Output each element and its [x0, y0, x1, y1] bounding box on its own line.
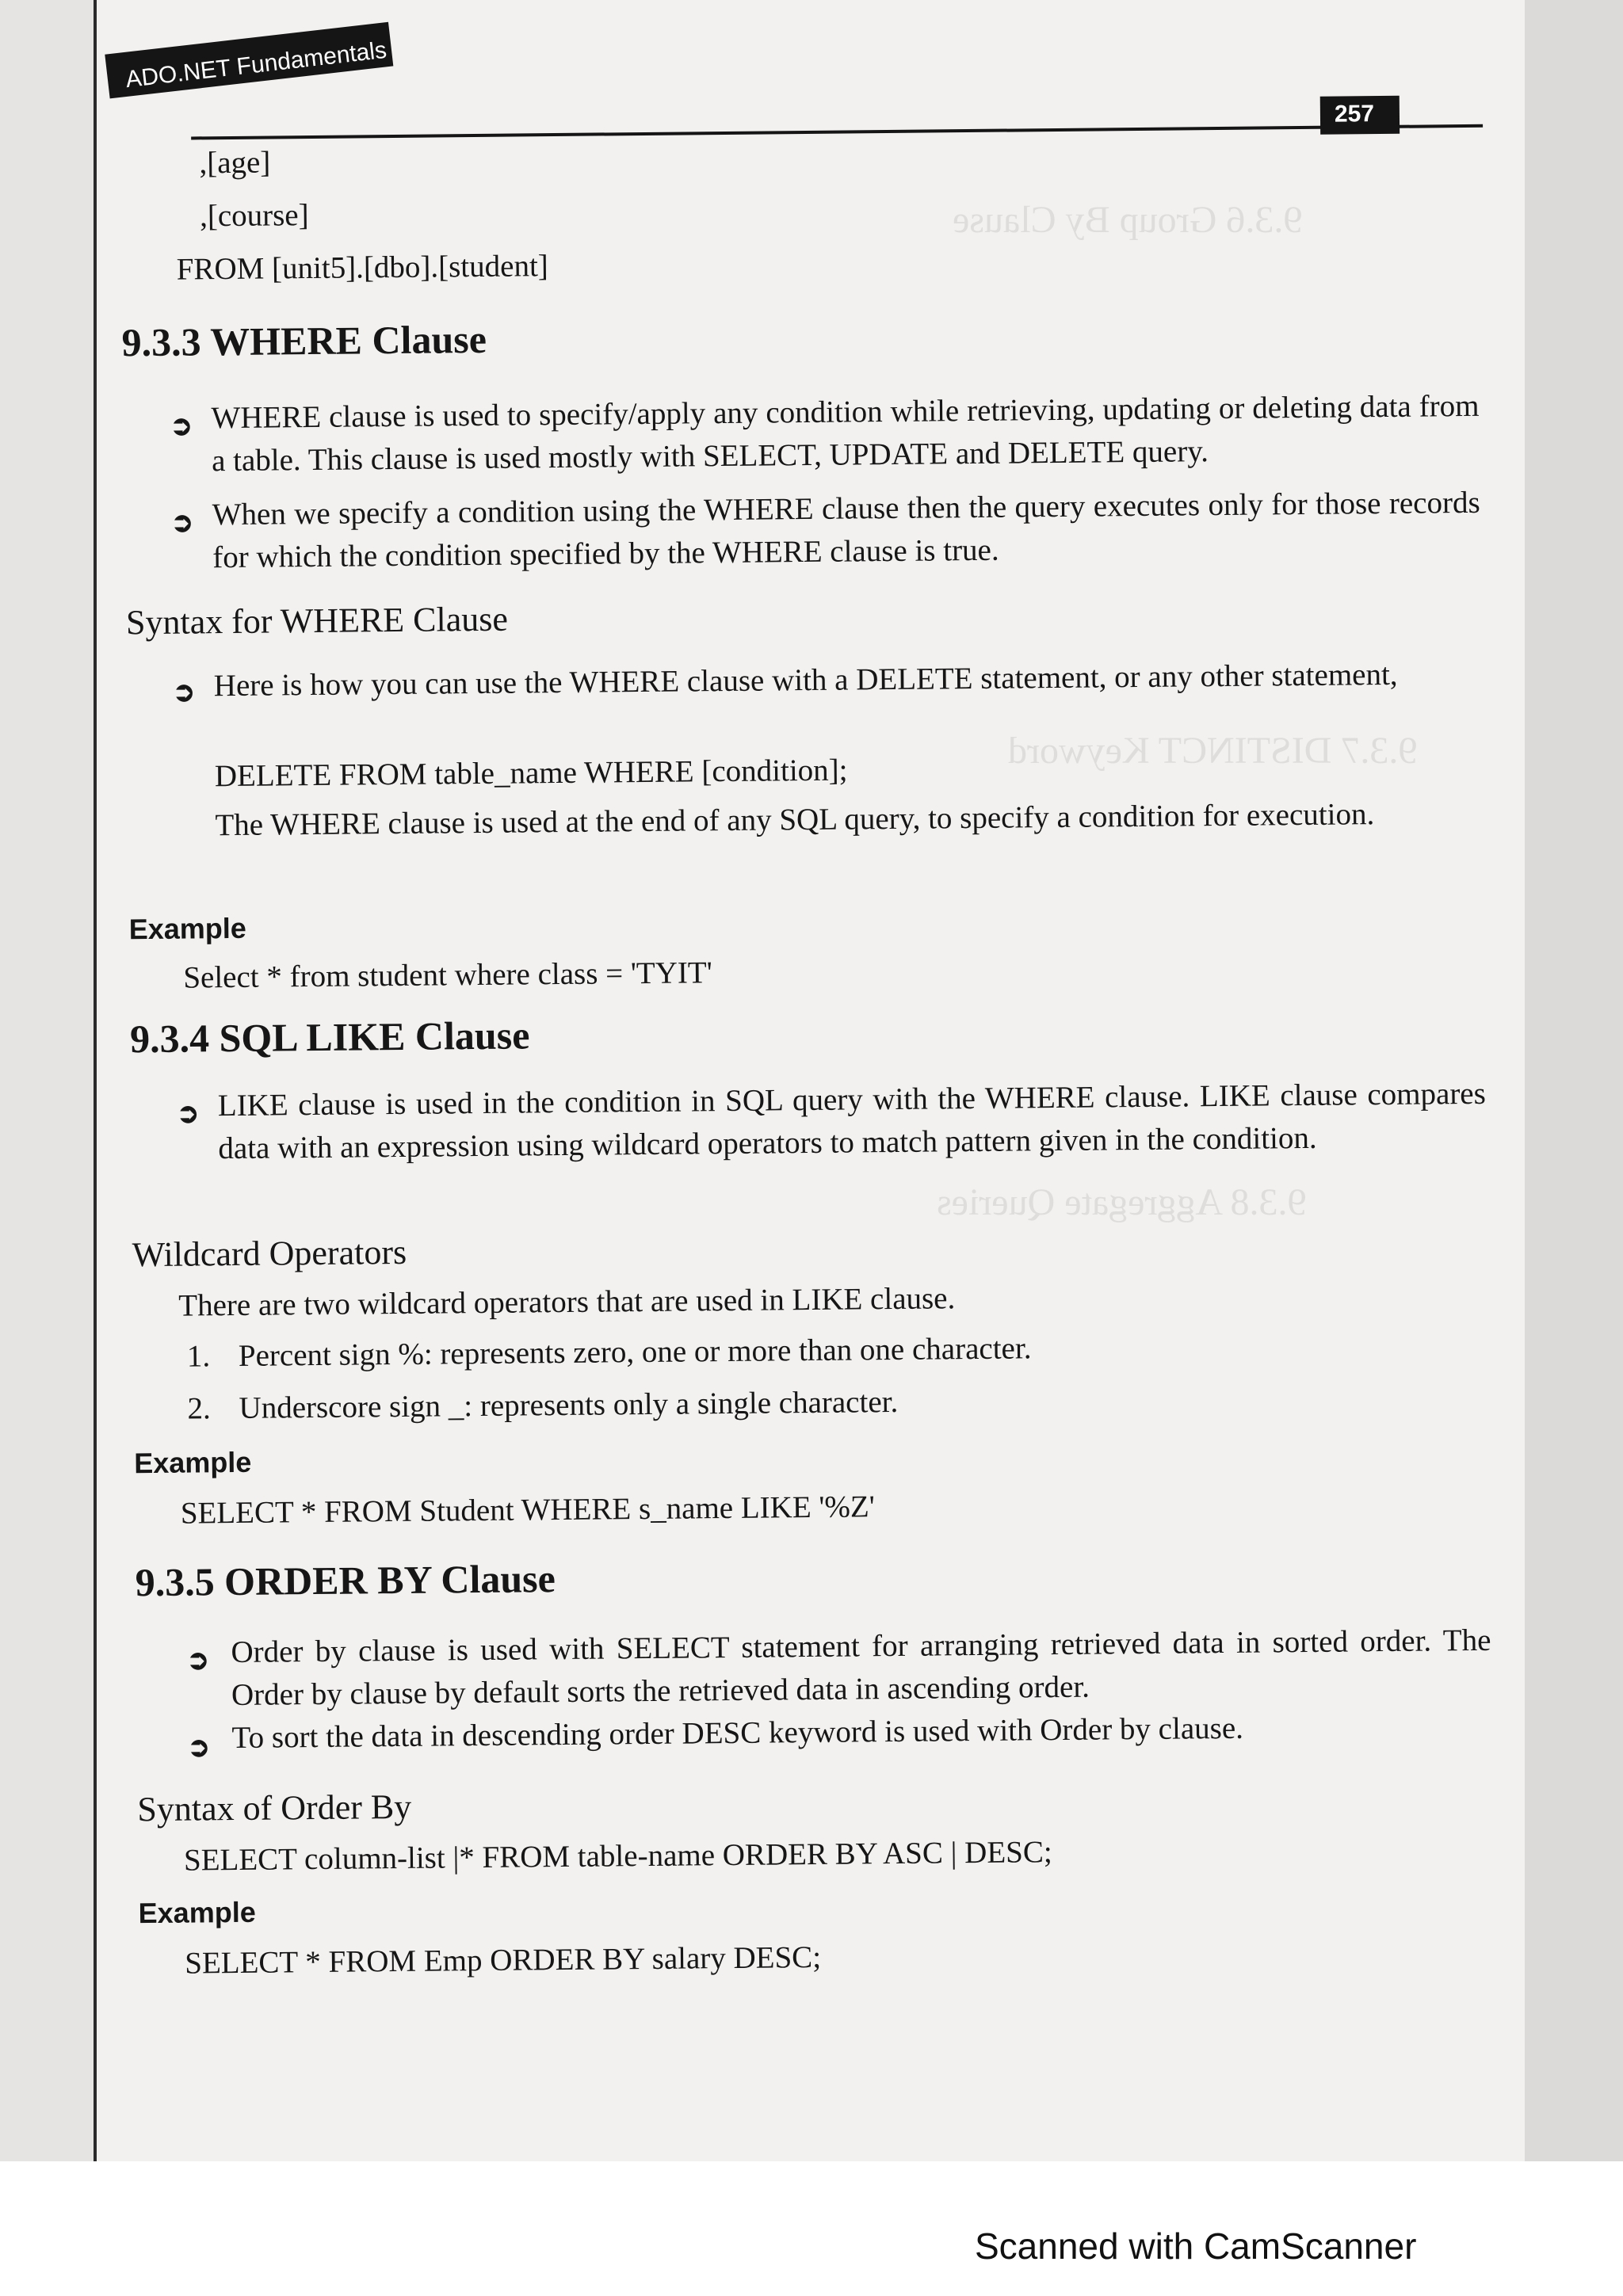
- running-header-title: ADO.NET Fundamentals: [124, 36, 388, 93]
- wildcard-item-text: Percent sign %: represents zero, one or more than one character.: [238, 1331, 1032, 1373]
- wildcard-heading: Wildcard Operators: [132, 1232, 407, 1275]
- arrow-bullet-icon: ➲: [176, 1099, 200, 1129]
- wildcard-item-text: Underscore sign _: represents only a single character.: [239, 1384, 899, 1425]
- scan-background-right: [1525, 0, 1623, 2161]
- code-line: ,[age]: [199, 145, 271, 181]
- where-syntax-code: DELETE FROM table_name WHERE [condition];: [214, 753, 848, 794]
- section-heading-where: 9.3.3 WHERE Clause: [121, 316, 487, 365]
- section-heading-like: 9.3.4 SQL LIKE Clause: [129, 1013, 530, 1062]
- syntax-where-heading: Syntax for WHERE Clause: [125, 599, 509, 643]
- wildcard-item-num: 2.: [187, 1391, 212, 1426]
- orderby-bullet-2: To sort the data in descending order DESC keyword is used with Order by clause.: [231, 1711, 1244, 1756]
- page-number: 257: [1334, 101, 1375, 128]
- bleed-through-text: 9.3.6 Group By Clause: [953, 199, 1303, 241]
- bleed-through-text: 9.3.8 Aggregate Queries: [937, 1181, 1307, 1223]
- arrow-bullet-icon: ➲: [170, 411, 193, 441]
- code-line: ,[course]: [199, 198, 309, 234]
- where-syntax-bullet: Here is how you can use the WHERE clause with a DELETE statement, or any other statement,: [213, 657, 1398, 704]
- example-label: Example: [138, 1895, 256, 1930]
- orderby-bullet-1: Order by clause is used with SELECT statement for arranging retrieved data in sorted order. The Order by clause by default sorts the retrieved data in ascending order.: [231, 1623, 1491, 1713]
- arrow-bullet-icon: ➲: [172, 677, 196, 707]
- example-label: Example: [128, 911, 247, 946]
- like-bullet: LIKE clause is used in the condition in SQL query with the WHERE clause. LIKE clause compares data with an expression using wildcard operators to match pattern given in the condition.: [217, 1076, 1487, 1166]
- where-example-code: Select * from student where class = 'TYIT': [183, 955, 712, 995]
- header-rule: [191, 124, 1483, 140]
- where-bullet-1: WHERE clause is used to specify/apply any condition while retrieving, updating or deleting data from a table. This clause is used mostly with SELECT, UPDATE and DELETE query.: [211, 388, 1480, 479]
- code-line: FROM [unit5].[dbo].[student]: [176, 249, 548, 287]
- where-bullet-2: When we specify a condition using the WHERE clause then the query executes only for those records for which the condition specified by the WHERE clause is true.: [212, 485, 1480, 575]
- arrow-bullet-icon: ➲: [187, 1733, 211, 1763]
- syntax-orderby-heading: Syntax of Order By: [137, 1787, 412, 1829]
- where-syntax-note: The WHERE clause is used at the end of any SQL query, to specify a condition for execution.: [215, 797, 1375, 843]
- book-page: [97, 0, 1525, 2161]
- bleed-through-text: 9.3.7 DISTINCT Keyword: [1008, 730, 1418, 772]
- scanner-watermark: Scanned with CamScanner: [975, 2225, 1417, 2267]
- page-content: [97, 0, 1525, 2161]
- example-label: Example: [134, 1445, 252, 1480]
- wildcard-item-num: 1.: [186, 1339, 211, 1374]
- arrow-bullet-icon: ➲: [170, 508, 194, 538]
- wildcard-intro: There are two wildcard operators that are used in LIKE clause.: [178, 1281, 956, 1323]
- scan-background-left: [0, 0, 97, 2161]
- arrow-bullet-icon: ➲: [186, 1646, 210, 1676]
- orderby-example-code: SELECT * FROM Emp ORDER BY salary DESC;: [185, 1939, 822, 1981]
- section-heading-orderby: 9.3.5 ORDER BY Clause: [135, 1556, 556, 1605]
- orderby-syntax-code: SELECT column-list |* FROM table-name ORDER BY ASC | DESC;: [183, 1835, 1052, 1878]
- like-example-code: SELECT * FROM Student WHERE s_name LIKE '%Z': [180, 1489, 875, 1531]
